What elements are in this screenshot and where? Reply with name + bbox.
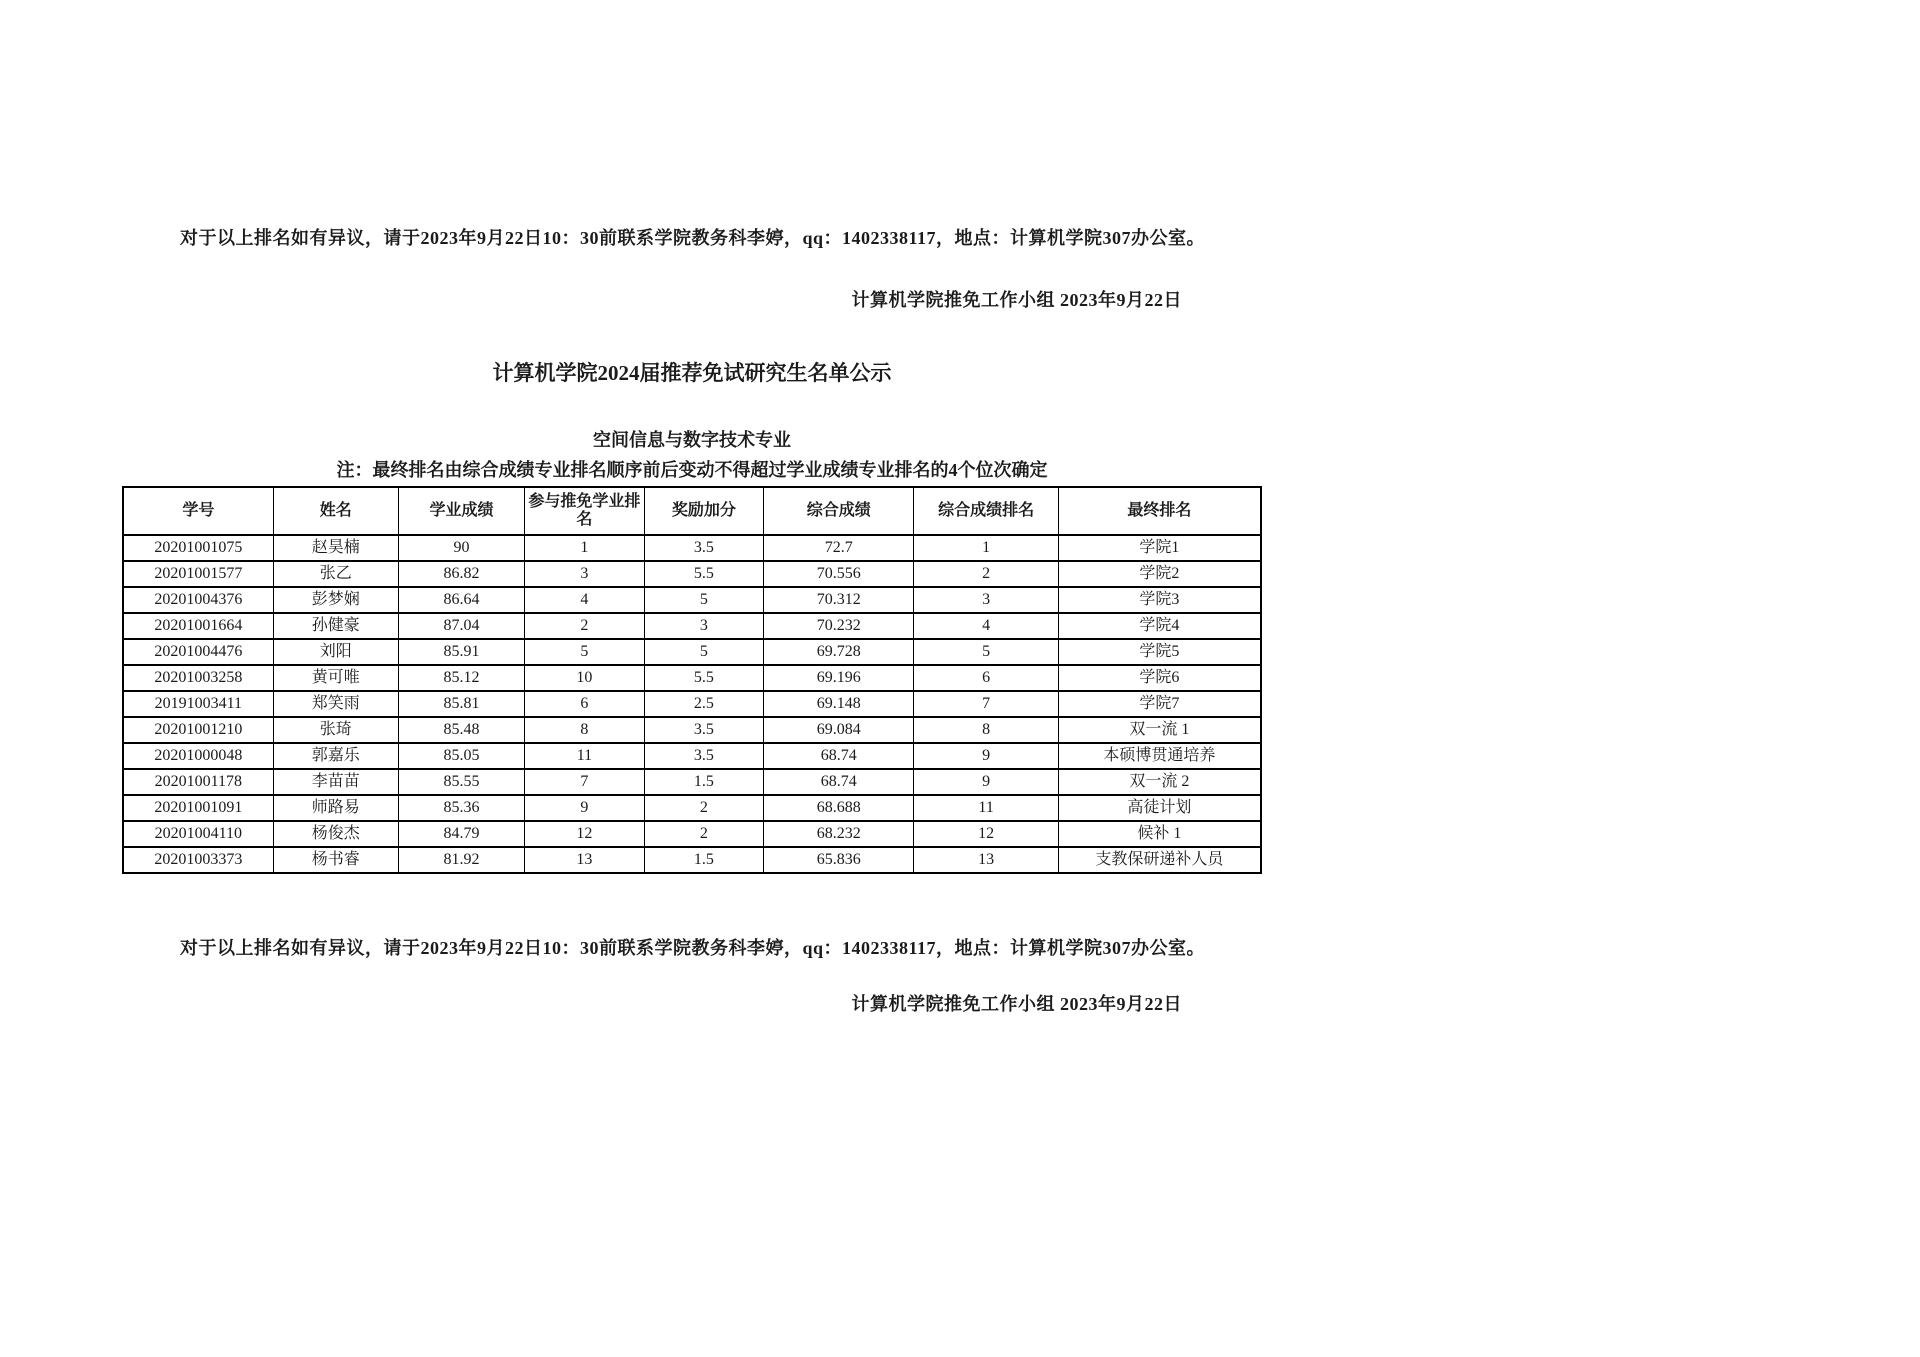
table-cell: 69.084 (764, 717, 914, 743)
ranking-table-header-row (123, 487, 1261, 535)
table-cell: 5.5 (644, 665, 763, 691)
table-cell: 师路易 (273, 795, 398, 821)
table-cell: 10 (525, 665, 644, 691)
table-cell: 3 (525, 561, 644, 587)
table-row (123, 587, 1261, 613)
table-cell: 3.5 (644, 743, 763, 769)
table-cell: 85.12 (398, 665, 524, 691)
table-cell: 85.05 (398, 743, 524, 769)
table-cell: 12 (914, 821, 1059, 847)
column-header: 奖励加分 (644, 487, 763, 535)
table-cell: 3 (914, 587, 1059, 613)
table-cell: 5 (644, 639, 763, 665)
table-row (123, 613, 1261, 639)
table-cell: 68.74 (764, 769, 914, 795)
table-cell: 1.5 (644, 769, 763, 795)
table-cell: 2.5 (644, 691, 763, 717)
table-cell: 学院3 (1058, 587, 1261, 613)
ranking-note: 注：最终排名由综合成绩专业排名顺序前后变动不得超过学业成绩专业排名的4个位次确定 (336, 460, 1048, 480)
notice-paragraph-top: 对于以上排名如有异议，请于2023年9月22日10：30前联系学院教务科李婷，qq：1402338117，地点：计算机学院307办公室。 (180, 228, 1206, 248)
table-cell: 双一流 2 (1058, 769, 1261, 795)
table-row (123, 847, 1261, 873)
table-cell: 5 (644, 587, 763, 613)
table-cell: 20201003258 (123, 665, 273, 691)
table-cell: 黄可唯 (273, 665, 398, 691)
table-cell: 85.55 (398, 769, 524, 795)
column-header: 综合成绩排名 (914, 487, 1059, 535)
page-title: 计算机学院2024届推荐免试研究生名单公示 (492, 361, 892, 385)
table-cell: 68.232 (764, 821, 914, 847)
table-cell: 支教保研递补人员 (1058, 847, 1261, 873)
table-cell: 85.91 (398, 639, 524, 665)
table-cell: 69.196 (764, 665, 914, 691)
table-row (123, 717, 1261, 743)
table-cell: 65.836 (764, 847, 914, 873)
table-cell: 双一流 1 (1058, 717, 1261, 743)
table-cell: 学院5 (1058, 639, 1261, 665)
table-row (123, 691, 1261, 717)
table-cell: 68.74 (764, 743, 914, 769)
table-cell: 2 (644, 795, 763, 821)
table-cell: 68.688 (764, 795, 914, 821)
table-cell: 13 (525, 847, 644, 873)
table-cell: 85.48 (398, 717, 524, 743)
table-cell: 84.79 (398, 821, 524, 847)
signature-line-top: 计算机学院推免工作小组 2023年9月22日 (851, 290, 1182, 310)
table-row (123, 561, 1261, 587)
table-cell: 86.82 (398, 561, 524, 587)
table-row (123, 821, 1261, 847)
table-cell: 5 (525, 639, 644, 665)
table-cell: 11 (914, 795, 1059, 821)
table-cell: 本硕博贯通培养 (1058, 743, 1261, 769)
table-cell: 20201001075 (123, 535, 273, 561)
table-cell: 69.728 (764, 639, 914, 665)
table-cell: 20201003373 (123, 847, 273, 873)
table-cell: 4 (914, 613, 1059, 639)
column-header: 学号 (123, 487, 273, 535)
table-cell: 刘阳 (273, 639, 398, 665)
table-cell: 5.5 (644, 561, 763, 587)
table-cell: 3.5 (644, 535, 763, 561)
table-cell: 20201001664 (123, 613, 273, 639)
table-cell: 6 (914, 665, 1059, 691)
table-cell: 9 (525, 795, 644, 821)
table-cell: 20201001091 (123, 795, 273, 821)
notice-paragraph-bottom: 对于以上排名如有异议，请于2023年9月22日10：30前联系学院教务科李婷，qq：1402338117，地点：计算机学院307办公室。 (180, 938, 1206, 958)
table-cell: 70.232 (764, 613, 914, 639)
table-cell: 学院4 (1058, 613, 1261, 639)
table-cell: 13 (914, 847, 1059, 873)
table-cell: 81.92 (398, 847, 524, 873)
table-cell: 20201004376 (123, 587, 273, 613)
table-cell: 学院7 (1058, 691, 1261, 717)
table-row (123, 535, 1261, 561)
table-cell: 87.04 (398, 613, 524, 639)
table-row (123, 639, 1261, 665)
table-cell: 5 (914, 639, 1059, 665)
table-cell: 11 (525, 743, 644, 769)
ranking-table-body (123, 535, 1261, 873)
table-cell: 90 (398, 535, 524, 561)
column-header: 参与推免学业排名 (525, 487, 644, 535)
table-cell: 8 (914, 717, 1059, 743)
table-cell: 3 (644, 613, 763, 639)
table-cell: 85.36 (398, 795, 524, 821)
table-cell: 郑笑雨 (273, 691, 398, 717)
table-cell: 9 (914, 743, 1059, 769)
column-header: 最终排名 (1058, 487, 1261, 535)
table-cell: 20201004476 (123, 639, 273, 665)
table-row (123, 743, 1261, 769)
table-row (123, 769, 1261, 795)
table-cell: 86.64 (398, 587, 524, 613)
table-cell: 杨俊杰 (273, 821, 398, 847)
table-cell: 杨书睿 (273, 847, 398, 873)
table-cell: 1 (525, 535, 644, 561)
table-cell: 1 (914, 535, 1059, 561)
table-cell: 12 (525, 821, 644, 847)
table-cell: 2 (644, 821, 763, 847)
column-header: 姓名 (273, 487, 398, 535)
table-cell: 7 (914, 691, 1059, 717)
table-cell: 2 (914, 561, 1059, 587)
table-cell: 9 (914, 769, 1059, 795)
table-cell: 8 (525, 717, 644, 743)
document-content (122, 0, 1262, 1016)
table-cell: 70.556 (764, 561, 914, 587)
table-cell: 20201004110 (123, 821, 273, 847)
table-cell: 72.7 (764, 535, 914, 561)
column-header: 综合成绩 (764, 487, 914, 535)
ranking-table (122, 486, 1262, 874)
table-cell: 孙健豪 (273, 613, 398, 639)
table-cell: 学院6 (1058, 665, 1261, 691)
table-cell: 4 (525, 587, 644, 613)
table-cell: 2 (525, 613, 644, 639)
column-header: 学业成绩 (398, 487, 524, 535)
table-cell: 学院2 (1058, 561, 1261, 587)
table-cell: 郭嘉乐 (273, 743, 398, 769)
major-subtitle: 空间信息与数字技术专业 (593, 430, 791, 450)
table-cell: 20201001178 (123, 769, 273, 795)
table-cell: 69.148 (764, 691, 914, 717)
table-cell: 6 (525, 691, 644, 717)
table-cell: 20201001210 (123, 717, 273, 743)
table-cell: 张乙 (273, 561, 398, 587)
table-cell: 20201000048 (123, 743, 273, 769)
table-cell: 候补 1 (1058, 821, 1261, 847)
table-cell: 彭梦娴 (273, 587, 398, 613)
table-cell: 学院1 (1058, 535, 1261, 561)
signature-line-bottom: 计算机学院推免工作小组 2023年9月22日 (851, 994, 1182, 1014)
table-cell: 1.5 (644, 847, 763, 873)
table-cell: 高徒计划 (1058, 795, 1261, 821)
table-cell: 赵昊楠 (273, 535, 398, 561)
table-cell: 20191003411 (123, 691, 273, 717)
table-cell: 3.5 (644, 717, 763, 743)
table-cell: 20201001577 (123, 561, 273, 587)
table-cell: 李苗苗 (273, 769, 398, 795)
table-cell: 85.81 (398, 691, 524, 717)
table-cell: 70.312 (764, 587, 914, 613)
table-row (123, 665, 1261, 691)
table-cell: 7 (525, 769, 644, 795)
table-cell: 张琦 (273, 717, 398, 743)
table-row (123, 795, 1261, 821)
